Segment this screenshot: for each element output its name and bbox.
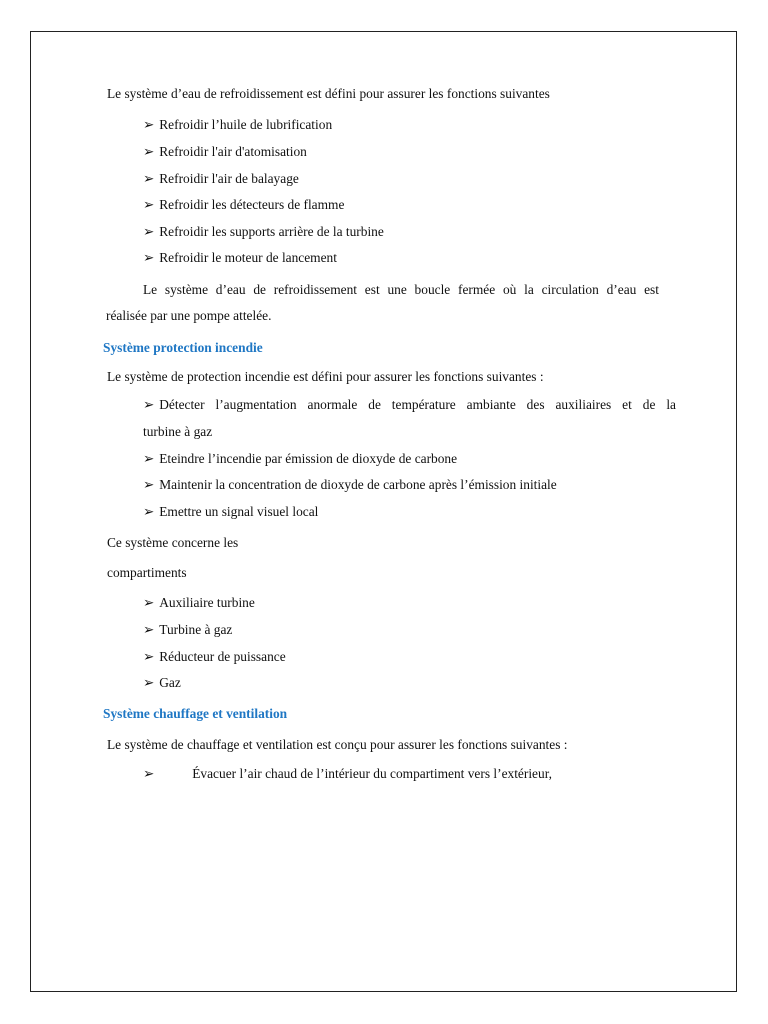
list-item: ➢ Gaz [143, 675, 181, 690]
arrow-bullet-icon: ➢ [143, 451, 155, 466]
arrow-bullet-icon: ➢ [143, 224, 155, 239]
list-item: ➢ Eteindre l’incendie par émission de dioxyde de carbone [143, 451, 458, 466]
list-item: ➢ Évacuer l’air chaud de l’intérieur du compartiment vers l’extérieur, [143, 766, 552, 781]
list-item: ➢ Turbine à gaz [143, 622, 233, 637]
paragraph-compartments-cont: compartiments [107, 565, 187, 580]
paragraph-intro-cooling: Le système d’eau de refroidissement est défini pour assurer les fonctions suivantes [107, 86, 550, 101]
list-item: ➢ Refroidir le moteur de lancement [143, 250, 337, 265]
list-item: ➢ Refroidir les détecteurs de flamme [143, 197, 345, 212]
arrow-bullet-icon: ➢ [143, 595, 155, 610]
arrow-bullet-icon: ➢ [143, 144, 155, 159]
paragraph-intro-fire: Le système de protection incendie est défini pour assurer les fonctions suivantes : [107, 369, 544, 384]
arrow-bullet-icon: ➢ [143, 117, 155, 132]
arrow-bullet-icon: ➢ [143, 766, 155, 781]
list-item: ➢ Réducteur de puissance [143, 649, 286, 664]
arrow-bullet-icon: ➢ [143, 197, 155, 212]
paragraph-compartments: Ce système concerne les [107, 535, 239, 550]
arrow-bullet-icon: ➢ [143, 504, 155, 519]
arrow-bullet-icon: ➢ [143, 622, 155, 637]
section-heading-fire-protection: Système protection incendie [103, 340, 263, 355]
list-item: ➢ Refroidir l’huile de lubrification [143, 117, 333, 132]
list-item: ➢ Refroidir les supports arrière de la turbine [143, 224, 384, 239]
paragraph-intro-heating: Le système de chauffage et ventilation est conçu pour assurer les fonctions suivantes : [107, 737, 568, 752]
page-border [30, 31, 737, 992]
arrow-bullet-icon: ➢ [143, 675, 155, 690]
arrow-bullet-icon: ➢ [143, 649, 155, 664]
list-item: ➢ Emettre un signal visuel local [143, 504, 319, 519]
arrow-bullet-icon: ➢ [143, 397, 155, 412]
list-item: ➢ Maintenir la concentration de dioxyde de carbone après l’émission initiale [143, 477, 557, 492]
arrow-bullet-icon: ➢ [143, 477, 155, 492]
paragraph-cooling-loop-cont: réalisée par une pompe attelée. [106, 308, 272, 323]
list-item: ➢ Refroidir l'air d'atomisation [143, 144, 307, 159]
list-item: ➢ Détecter l’augmentation anormale de température ambiante des auxiliaires et de la [143, 397, 676, 412]
list-item-cont: turbine à gaz [143, 424, 213, 439]
list-item: ➢ Auxiliaire turbine [143, 595, 255, 610]
section-heading-heating-ventilation: Système chauffage et ventilation [103, 706, 288, 721]
arrow-bullet-icon: ➢ [143, 171, 155, 186]
paragraph-cooling-loop: Le système d’eau de refroidissement est une boucle fermée où la circulation d’eau est [143, 282, 659, 297]
arrow-bullet-icon: ➢ [143, 250, 155, 265]
list-item: ➢ Refroidir l'air de balayage [143, 171, 299, 186]
